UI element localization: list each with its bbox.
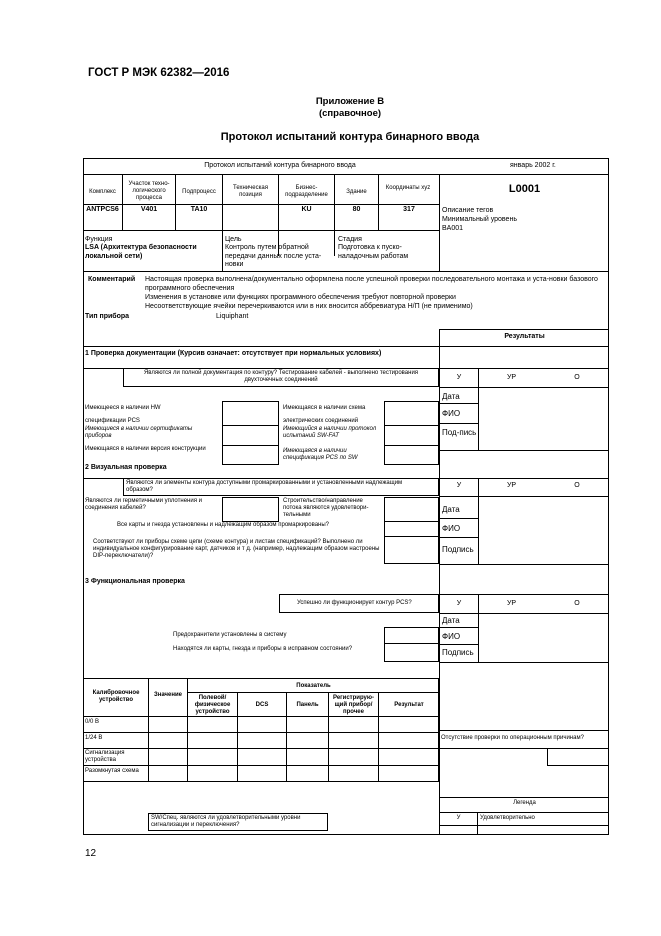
- page-number: 12: [85, 848, 97, 859]
- min-level-value: BA001: [442, 225, 464, 232]
- appendix-label: Приложение В: [315, 96, 385, 107]
- val-business: KU: [301, 206, 312, 213]
- tag-description: Описание тегов: [442, 207, 494, 214]
- col-business: Бизнес-подразделение: [285, 185, 328, 198]
- no-check-box[interactable]: [547, 748, 609, 766]
- form-date: январь 2002 г.: [510, 162, 556, 169]
- col-subprocess: Подпроцесс: [182, 189, 216, 195]
- s2-box-match[interactable]: [384, 536, 439, 564]
- s1-col-ur: УР: [506, 374, 517, 381]
- comment-2: Изменения в установке или функциях программного обеспечения требуют повторной проверки: [145, 294, 456, 301]
- standard-number: ГОСТ Р МЭК 62382—2016: [88, 67, 230, 79]
- s2-sign-label: Подпись: [442, 545, 474, 554]
- val-complex: ANTPCS6: [86, 206, 119, 213]
- val-area: V401: [140, 206, 158, 213]
- s1-box-construct[interactable]: [222, 445, 279, 465]
- function-label: Функция: [85, 236, 113, 243]
- comment-1: Настоящая проверка выполнена/документально оформлена после успешной проверки последовательного монтажа и уста-новки базового программного обеспечения: [145, 276, 598, 292]
- goal-value: Контроль путем обратной передачи данных после уста-новки: [225, 244, 322, 268]
- calib-h-recorder: Регистрирую-щий прибор/ прочее: [332, 695, 375, 715]
- s3-fuses: Предохранители установлены в систему: [173, 632, 287, 638]
- stage-label: Стадия: [338, 236, 362, 243]
- min-level-label: Минимальный уровень: [442, 216, 517, 223]
- s1-question: Являются ли полной документация по контуру? Тестирование кабелей - выполнено тестирования двухточечных соединений: [143, 370, 419, 383]
- s3-col-ur: УР: [506, 600, 517, 607]
- legend-symbol: У: [456, 815, 461, 821]
- calib-row-1: 1/24 В: [85, 735, 103, 741]
- s2-hermetic: Являются ли герметичными уплотнения и соединения кабелей?: [85, 498, 202, 511]
- comment-3: Несоответствующие ячейки перечеркиваются или в них вносится аббревиатура Н/П (не применимо): [145, 303, 473, 310]
- legend-title: Легенда: [513, 800, 536, 806]
- s1-sign-label: Под-пись: [442, 428, 477, 437]
- val-building: 80: [352, 206, 361, 213]
- s2-fio-label: ФИО: [442, 524, 461, 533]
- col-coords: Координаты xyz: [385, 185, 431, 191]
- calib-h-indicator: Показатель: [296, 683, 331, 689]
- s3-date-label: Дата: [442, 616, 460, 625]
- calib-h-panel: Панель: [296, 702, 319, 708]
- loop-id: L0001: [508, 183, 541, 195]
- calib-h-result: Результат: [394, 702, 424, 708]
- s2-col-o: О: [574, 482, 580, 489]
- s1-box-swfat[interactable]: [384, 425, 439, 446]
- s1-col-u: У: [456, 374, 462, 381]
- s2-date-label: Дата: [442, 505, 460, 514]
- s1-fio-label: ФИО: [442, 409, 461, 418]
- col-complex: Комплекс: [89, 189, 116, 195]
- s1-box-hw[interactable]: [222, 401, 279, 426]
- col-area: Участок техно-логического процесса: [128, 181, 170, 201]
- form-caption: Протокол испытаний контура бинарного ввода: [204, 162, 356, 169]
- s1-item-schematic: Имеющаяся в наличии схема: [283, 405, 366, 411]
- s2-construct: Строительство/направление потока являются удовлетвори-тельными: [283, 498, 369, 518]
- s1-item-swfat: Имеющийся в наличии протокол испытаний SW-FAT: [283, 426, 377, 439]
- section-3-title: 3 Функциональная проверка: [85, 578, 185, 585]
- val-subprocess: TA10: [190, 206, 208, 213]
- comment-label: Комментарий: [88, 276, 136, 283]
- s2-cards: Все карты и гнезда установлены и надлежащим образом промаркированы?: [117, 522, 330, 528]
- results-header: Результаты: [504, 333, 545, 340]
- s2-question: Являются ли элементы контура доступными промаркированными и установленными надлежащим образом?: [126, 480, 403, 493]
- s3-box-cards[interactable]: [384, 643, 439, 662]
- device-type-value: Liquiphant: [216, 313, 249, 320]
- calib-h-dcs: DCS: [255, 702, 269, 708]
- s1-item-construct: Имеющаяся в наличии версия конструкции: [85, 446, 206, 452]
- s2-box-cards[interactable]: [384, 521, 439, 537]
- calib-h-value: Значение: [153, 692, 183, 698]
- sw-question: SW/Спец. являются ли удовлетворительными уровни сигнализации и переключения?: [151, 815, 301, 828]
- document-title: Протокол испытаний контура бинарного ввода: [220, 131, 480, 143]
- s1-item-pcs: спецификации PCS: [85, 418, 140, 424]
- function-value: LSA (Архитектура безопасности локальной сети): [85, 244, 197, 260]
- s1-date-label: Дата: [442, 392, 460, 401]
- s1-item-certs: Имеющиеся в наличии сертификаты приборов: [85, 426, 193, 439]
- s1-box-schematic[interactable]: [384, 401, 439, 426]
- s2-col-ur: УР: [506, 482, 517, 489]
- no-check-question: Отсутствие проверки по операционным причинам?: [441, 735, 584, 741]
- s2-match: Соответствуют ли приборы схеме цепи (схеме контура) и листам спецификаций? Выполнено ли индивидуальное конфигурирование карт, датчиков и т д. (например, надлежащим образом настроены DIP-переключатели)?: [93, 539, 380, 559]
- s2-col-u: У: [456, 482, 462, 489]
- col-tech-position: Техническая позиция: [232, 185, 268, 198]
- section-2-title: 2 Визуальная проверка: [85, 464, 167, 471]
- s2-box-construct[interactable]: [384, 497, 439, 522]
- calib-row-3: Разомкнутая схема: [85, 768, 139, 774]
- s1-box-pcs-sw[interactable]: [384, 445, 439, 465]
- stage-value: Подготовка к пуско-наладочным работам: [338, 244, 409, 260]
- calib-row-2: Сигнализация устройства: [85, 750, 125, 763]
- section-1-title: 1 Проверка документации (Курсив означает: отсутствует при нормальных условиях): [85, 350, 382, 357]
- device-type-label: Тип прибора: [85, 313, 130, 320]
- s3-question: Успешно ли функционирует контур PCS?: [297, 600, 412, 606]
- calib-row-0: 0/0 В: [85, 719, 100, 725]
- appendix-note: (справочное): [318, 108, 382, 119]
- val-coords: 317: [403, 206, 415, 213]
- s3-fio-label: ФИО: [442, 632, 461, 641]
- s1-item-hw: Имеющееся в наличии HW: [85, 405, 161, 411]
- goal-label: Цель: [225, 236, 242, 243]
- s3-col-u: У: [456, 600, 462, 607]
- s1-col-o: О: [574, 374, 580, 381]
- s3-sign-label: Подпись: [442, 648, 474, 657]
- s1-item-wiring: электрических соединений: [283, 418, 359, 424]
- s1-item-pcs-sw: Имеющаяся в наличии спецификация PCS по SW: [283, 448, 358, 461]
- s2-box-hermetic[interactable]: [222, 497, 279, 522]
- calib-h-field: Полевой/ физическое устройство: [194, 695, 231, 715]
- col-building: Здание: [346, 189, 367, 195]
- s3-cards: Находятся ли карты, гнезда и приборы в исправном состоянии?: [173, 646, 353, 652]
- s3-box-fuses[interactable]: [384, 627, 439, 644]
- calib-h-device: Калибровочное устройство: [92, 690, 140, 703]
- s1-box-certs[interactable]: [222, 425, 279, 446]
- s3-col-o: О: [574, 600, 580, 607]
- legend-meaning: Удовлетворительно: [480, 815, 535, 821]
